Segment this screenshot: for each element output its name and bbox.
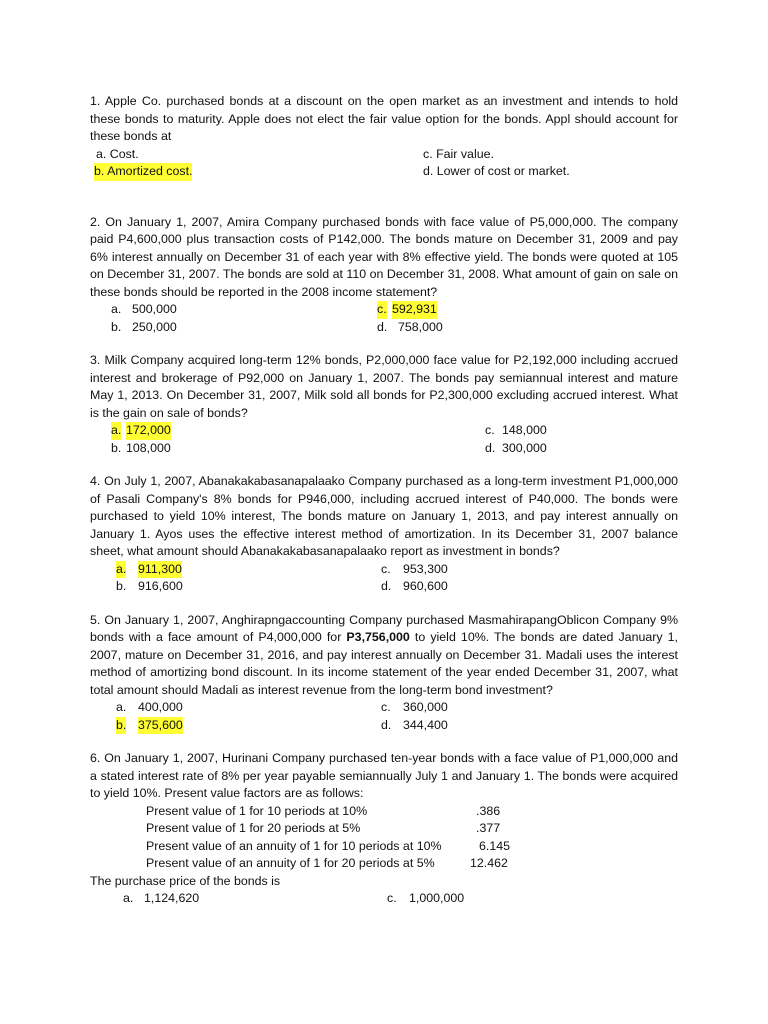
question-6-options [90,890,678,908]
option-1a: a. Cost. [96,146,139,161]
option-6c: 1,000,000 [409,891,465,905]
option-2a-letter: a. [111,302,122,316]
option-1d: d. Lower of cost or market. [423,164,570,178]
option-3c: 148,000 [502,423,547,437]
question-6-tail: The purchase price of the bonds is [90,873,281,888]
option-5d: 344,400 [403,717,448,732]
pv-label: Present value of 1 for 20 periods at 5% [146,821,361,835]
option-4b-letter: b. [116,579,127,593]
option-2a: 500,000 [132,302,177,316]
option-6a-letter: a. [123,891,134,905]
option-3d: 300,000 [502,440,547,455]
pv-row [90,838,678,856]
option-4b: 916,600 [138,579,183,593]
option-4d-letter: d. [381,579,392,593]
pv-row [90,855,678,873]
option-3a-letter: a. [111,422,121,440]
option-2c-answer: 592,931 [392,301,437,319]
option-3c-letter: c. [485,423,495,437]
question-5-options [90,699,678,734]
pv-label: Present value of an annuity of 1 for 20 periods at 5% [146,856,435,870]
option-6a: 1,124,620 [144,891,200,905]
option-1c: c. Fair value. [423,146,494,161]
option-5a: 400,000 [138,700,183,714]
option-3d-letter: d. [485,440,496,455]
question-5-price: P3,756,000 [346,630,410,644]
pv-value: .386 [476,803,501,818]
pv-row [90,803,678,821]
question-4-options [90,561,678,596]
pv-row [90,820,678,838]
option-2b-letter: b. [111,319,122,334]
option-5c-letter: c. [381,700,391,714]
question-4-text: 4. On July 1, 2007, Abanakakabasanapalaako Company purchased as a long-term investment P1,000,000 of Pasali Company's 8% bonds for P946,000, including accrued interest of P40,000. The bonds were purchased to yield 10% interest, The bonds mature on January 1, 2013, and pay interest annually on January 1. Ayos uses the effective interest method of amortization. In its December 31, 2007 balance sheet, what amount should Abanakakabasanapalaako report as investment in bonds? [90,474,678,558]
question-3-text: 3. Milk Company acquired long-term 12% bonds, P2,000,000 face value for P2,192,000 including accrued interest and brokerage of P92,000 on January 1, 2007. The bonds pay semiannual interest and mature May 1, 2013. On December 31, 2007, Milk sold all bonds for P2,300,000 excluding accrued interest. What is the gain on sale of bonds? [90,353,678,420]
document-page [90,93,678,908]
option-4c-letter: c. [381,561,391,576]
option-3b: 108,000 [126,440,171,455]
pv-value: .377 [476,821,501,835]
option-2c-letter: c. [377,301,387,319]
question-3-options [90,422,678,457]
present-value-table [90,803,678,873]
pv-label: Present value of 1 for 10 periods at 10% [146,803,368,818]
option-3a-answer: 172,000 [126,422,171,440]
pv-value: 12.462 [470,856,508,870]
question-2-options [90,301,678,336]
pv-value: 6.145 [479,838,511,853]
option-3b-letter: b. [111,440,122,455]
question-6-text: 6. On January 1, 2007, Hurinani Company purchased ten-year bonds with a face value of P1,000,000 and a stated interest rate of 8% per year payable semiannually July 1 and January 1. The bonds were acquired to yield 10%. Present value factors are as follows: [90,751,678,800]
option-5a-letter: a. [116,700,127,714]
pv-label: Present value of an annuity of 1 for 10 periods at 10% [146,838,442,853]
option-5b-letter: b. [116,717,126,735]
question-2-text: 2. On January 1, 2007, Amira Company purchased bonds with face value of P5,000,000. The company paid P4,600,000 plus transaction costs of P142,000. The bonds mature on December 31, 2009 and pay 6% interest annually on December 31 of each year with 8% effective yield. The bonds were quoted at 105 on December 31, 2007. The bonds are sold at 110 on December 31, 2008. What amount of gain on sale on these bonds should be reported in the 2008 income statement? [90,214,678,299]
option-4a-letter: a. [116,561,126,579]
question-5-text: 5. On January 1, 2007, Anghirapngaccounting Company purchased MasmahirapangOblicon Company 9% bonds with a face amount of P4,000,000 for P3,756,000 to yield 10%. The bonds are dated January 1, 2007, mature on December 31, 2016, and pay interest annually on December 31. Madali uses the interest method of amortizing bond discount. In its income statement of the year ended December 31, 2007, what total amount should Madali as interest revenue from the long-term bond investment? [90,612,678,697]
option-2d-letter: d. [377,319,388,334]
option-4c: 953,300 [403,561,448,576]
question-1-options [90,146,678,181]
option-5b-answer: 375,600 [138,717,183,735]
option-4a-answer: 911,300 [138,561,182,579]
option-5d-letter: d. [381,717,392,732]
question-1-text: 1. Apple Co. purchased bonds at a discount on the open market as an investment and intends to hold these bonds to maturity. Apple does not elect the fair value option for the bonds. Appl should account for these bonds at [90,94,678,143]
option-1b-answer: b. Amortized cost. [94,163,192,181]
option-2d: 758,000 [398,319,443,334]
option-2b: 250,000 [132,319,177,334]
option-4d: 960,600 [403,579,448,593]
option-6c-letter: c. [387,891,397,905]
option-5c: 360,000 [403,700,448,714]
